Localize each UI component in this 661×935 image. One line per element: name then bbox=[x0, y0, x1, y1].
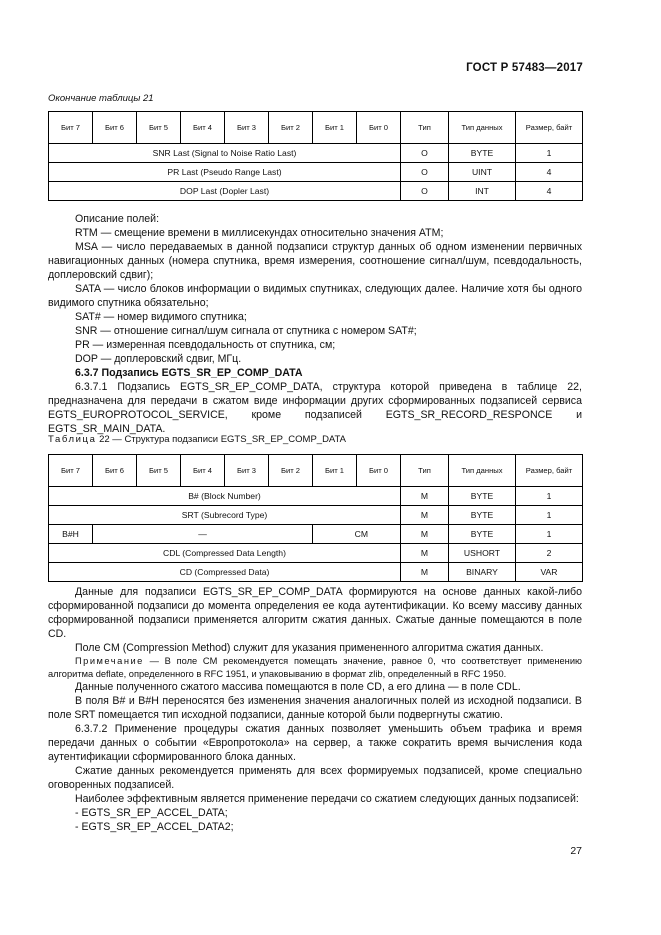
field-type: M bbox=[401, 525, 449, 544]
field-data-type: BYTE bbox=[449, 525, 516, 544]
field-size: 4 bbox=[516, 163, 583, 182]
table-row bbox=[49, 563, 583, 582]
field-name: DOP Last (Dopler Last) bbox=[49, 182, 401, 201]
field-bhigh: B#H bbox=[49, 525, 93, 544]
page-number: 27 bbox=[570, 845, 582, 857]
field-type: M bbox=[401, 506, 449, 525]
list-item: - EGTS_SR_EP_ACCEL_DATA2; bbox=[75, 821, 234, 833]
paragraph-bh: В поля B# и B#H переносятся без изменения значения аналогичных полей из исходной подзаписи. В поле SRT помещается тип исходной подзаписи, данные которой были подвергнуты сжатию. bbox=[48, 695, 582, 721]
column-header: Бит 7 bbox=[49, 112, 93, 144]
field-desc-dop: DOP — доплеровский сдвиг, МГц. bbox=[75, 353, 242, 365]
field-name: CD (Compressed Data) bbox=[49, 563, 401, 582]
table-row bbox=[49, 144, 583, 163]
table-21 bbox=[48, 111, 583, 201]
column-header: Бит 0 bbox=[357, 455, 401, 487]
column-header: Бит 4 bbox=[181, 455, 225, 487]
field-data-type: BINARY bbox=[449, 563, 516, 582]
field-type: O bbox=[401, 144, 449, 163]
field-type: M bbox=[401, 487, 449, 506]
table-header-row bbox=[49, 112, 583, 144]
column-header: Бит 7 bbox=[49, 455, 93, 487]
column-header: Бит 3 bbox=[225, 455, 269, 487]
field-type: M bbox=[401, 544, 449, 563]
column-header: Бит 0 bbox=[357, 112, 401, 144]
section-heading: 6.3.7 Подзапись EGTS_SR_EP_COMP_DATA bbox=[75, 367, 303, 379]
column-header: Бит 5 bbox=[137, 455, 181, 487]
table-22-caption bbox=[48, 434, 346, 445]
table-row bbox=[49, 182, 583, 201]
table-header-row bbox=[49, 455, 583, 487]
column-header: Размер, байт bbox=[516, 455, 583, 487]
column-header: Тип bbox=[401, 455, 449, 487]
field-desc-snr: SNR — отношение сигнал/шум сигнала от спутника с номером SAT#; bbox=[75, 325, 417, 337]
field-data-type: BYTE bbox=[449, 144, 516, 163]
table-row bbox=[49, 525, 583, 544]
field-desc-rtm: RTM — смещение времени в миллисекундах относительно значения ATM; bbox=[75, 227, 444, 239]
field-cm: CM bbox=[313, 525, 401, 544]
table-22 bbox=[48, 454, 583, 582]
note-label: Примечание bbox=[75, 656, 144, 666]
table-21-caption: Окончание таблицы 21 bbox=[48, 93, 154, 104]
field-name: B# (Block Number) bbox=[49, 487, 401, 506]
paragraph-effective: Наиболее эффективным является применение передачи со сжатием следующих данных подзаписей: bbox=[75, 793, 579, 805]
body-text bbox=[48, 585, 582, 834]
column-header: Бит 6 bbox=[93, 455, 137, 487]
column-header: Бит 5 bbox=[137, 112, 181, 144]
table-row bbox=[49, 163, 583, 182]
field-reserved: — bbox=[93, 525, 313, 544]
field-desc-sata: SATA — число блоков информации о видимых спутниках, следующих далее. Наличие хотя бы одного видимого спутника обязательно; bbox=[48, 283, 582, 309]
column-header: Бит 2 bbox=[269, 455, 313, 487]
paragraph-cdl: Данные полученного сжатого массива помещаются в поле CD, а его длина — в поле CDL. bbox=[75, 681, 521, 693]
fields-intro: Описание полей: bbox=[75, 213, 160, 225]
field-type: M bbox=[401, 563, 449, 582]
table-row bbox=[49, 506, 583, 525]
column-header: Бит 1 bbox=[313, 112, 357, 144]
field-name: PR Last (Pseudo Range Last) bbox=[49, 163, 401, 182]
field-data-type: BYTE bbox=[449, 506, 516, 525]
column-header: Бит 4 bbox=[181, 112, 225, 144]
standard-number: ГОСТ Р 57483—2017 bbox=[466, 62, 583, 74]
field-data-type: INT bbox=[449, 182, 516, 201]
column-header: Бит 1 bbox=[313, 455, 357, 487]
field-name: CDL (Compressed Data Length) bbox=[49, 544, 401, 563]
field-size: 1 bbox=[516, 506, 583, 525]
field-size: 1 bbox=[516, 525, 583, 544]
table-row bbox=[49, 487, 583, 506]
field-data-type: BYTE bbox=[449, 487, 516, 506]
paragraph-cm: Поле CM (Compression Method) служит для указания примененного алгоритма сжатия данных. bbox=[75, 642, 544, 654]
field-desc-pr: PR — измеренная псевдодальность от спутника, см; bbox=[75, 339, 336, 351]
column-header: Тип данных bbox=[449, 112, 516, 144]
field-data-type: UINT bbox=[449, 163, 516, 182]
column-header: Бит 6 bbox=[93, 112, 137, 144]
field-size: VAR bbox=[516, 563, 583, 582]
field-desc-msa: MSA — число передаваемых в данной подзаписи структур данных об одном изменении первичных навигационных данных (номера спутника, время измерения, соотношение сигнал/шум, псевдодальность, доплеровский сдвиг); bbox=[48, 241, 582, 281]
field-name: SRT (Subrecord Type) bbox=[49, 506, 401, 525]
fields-description bbox=[48, 212, 582, 436]
list-item: - EGTS_SR_EP_ACCEL_DATA; bbox=[75, 807, 228, 819]
table-22-caption-title: 22 — Структура подзаписи EGTS_SR_EP_COMP_DATA bbox=[96, 434, 346, 445]
field-desc-sat: SAT# — номер видимого спутника; bbox=[75, 311, 247, 323]
field-type: O bbox=[401, 163, 449, 182]
field-size: 1 bbox=[516, 144, 583, 163]
column-header: Размер, байт bbox=[516, 112, 583, 144]
paragraph-6372: 6.3.7.2 Применение процедуры сжатия данных позволяет уменьшить объем трафика и время передачи данных о событии «Европротокола» на сервер, а также сократить время вычисления кода аутентификации сформированного блока данных. bbox=[48, 723, 582, 763]
note-text: — В поле CM рекомендуется помещать значение, равное 0, что соответствует применению алгоритма deflate, определенного в RFC 1951, и упаковыванию в формат zlib, определенный в RFC 1950. bbox=[48, 656, 582, 679]
section-paragraph: 6.3.7.1 Подзапись EGTS_SR_EP_COMP_DATA, структура которой приведена в таблице 22, предназначена для передачи в сжатом виде информации других сформированных подзаписей сервиса EGTS_EUROPROTOCOL_SERVICE, кроме подзаписей EGTS_SR_RECORD_RESPONCE и EGTS_SR_MAIN_DATA. bbox=[48, 381, 582, 435]
column-header: Тип данных bbox=[449, 455, 516, 487]
field-name: SNR Last (Signal to Noise Ratio Last) bbox=[49, 144, 401, 163]
table-22-caption-label: Таблица bbox=[48, 434, 97, 445]
field-type: O bbox=[401, 182, 449, 201]
paragraph-comp-data: Данные для подзаписи EGTS_SR_EP_COMP_DATA формируются на основе данных какой-либо сформированной подзаписи до момента определения ее кода аутентификации. Ко всему массиву данных сформированной подзаписи применяется алгоритм сжатия данных. Сжатые данные помещаются в поле CD. bbox=[48, 586, 582, 640]
table-row bbox=[49, 544, 583, 563]
column-header: Тип bbox=[401, 112, 449, 144]
paragraph-recommend: Сжатие данных рекомендуется применять для всех формируемых подзаписей, кроме специально оговоренных подзаписей. bbox=[48, 765, 582, 791]
field-size: 1 bbox=[516, 487, 583, 506]
field-size: 4 bbox=[516, 182, 583, 201]
field-data-type: USHORT bbox=[449, 544, 516, 563]
column-header: Бит 2 bbox=[269, 112, 313, 144]
column-header: Бит 3 bbox=[225, 112, 269, 144]
note bbox=[48, 655, 582, 680]
field-size: 2 bbox=[516, 544, 583, 563]
